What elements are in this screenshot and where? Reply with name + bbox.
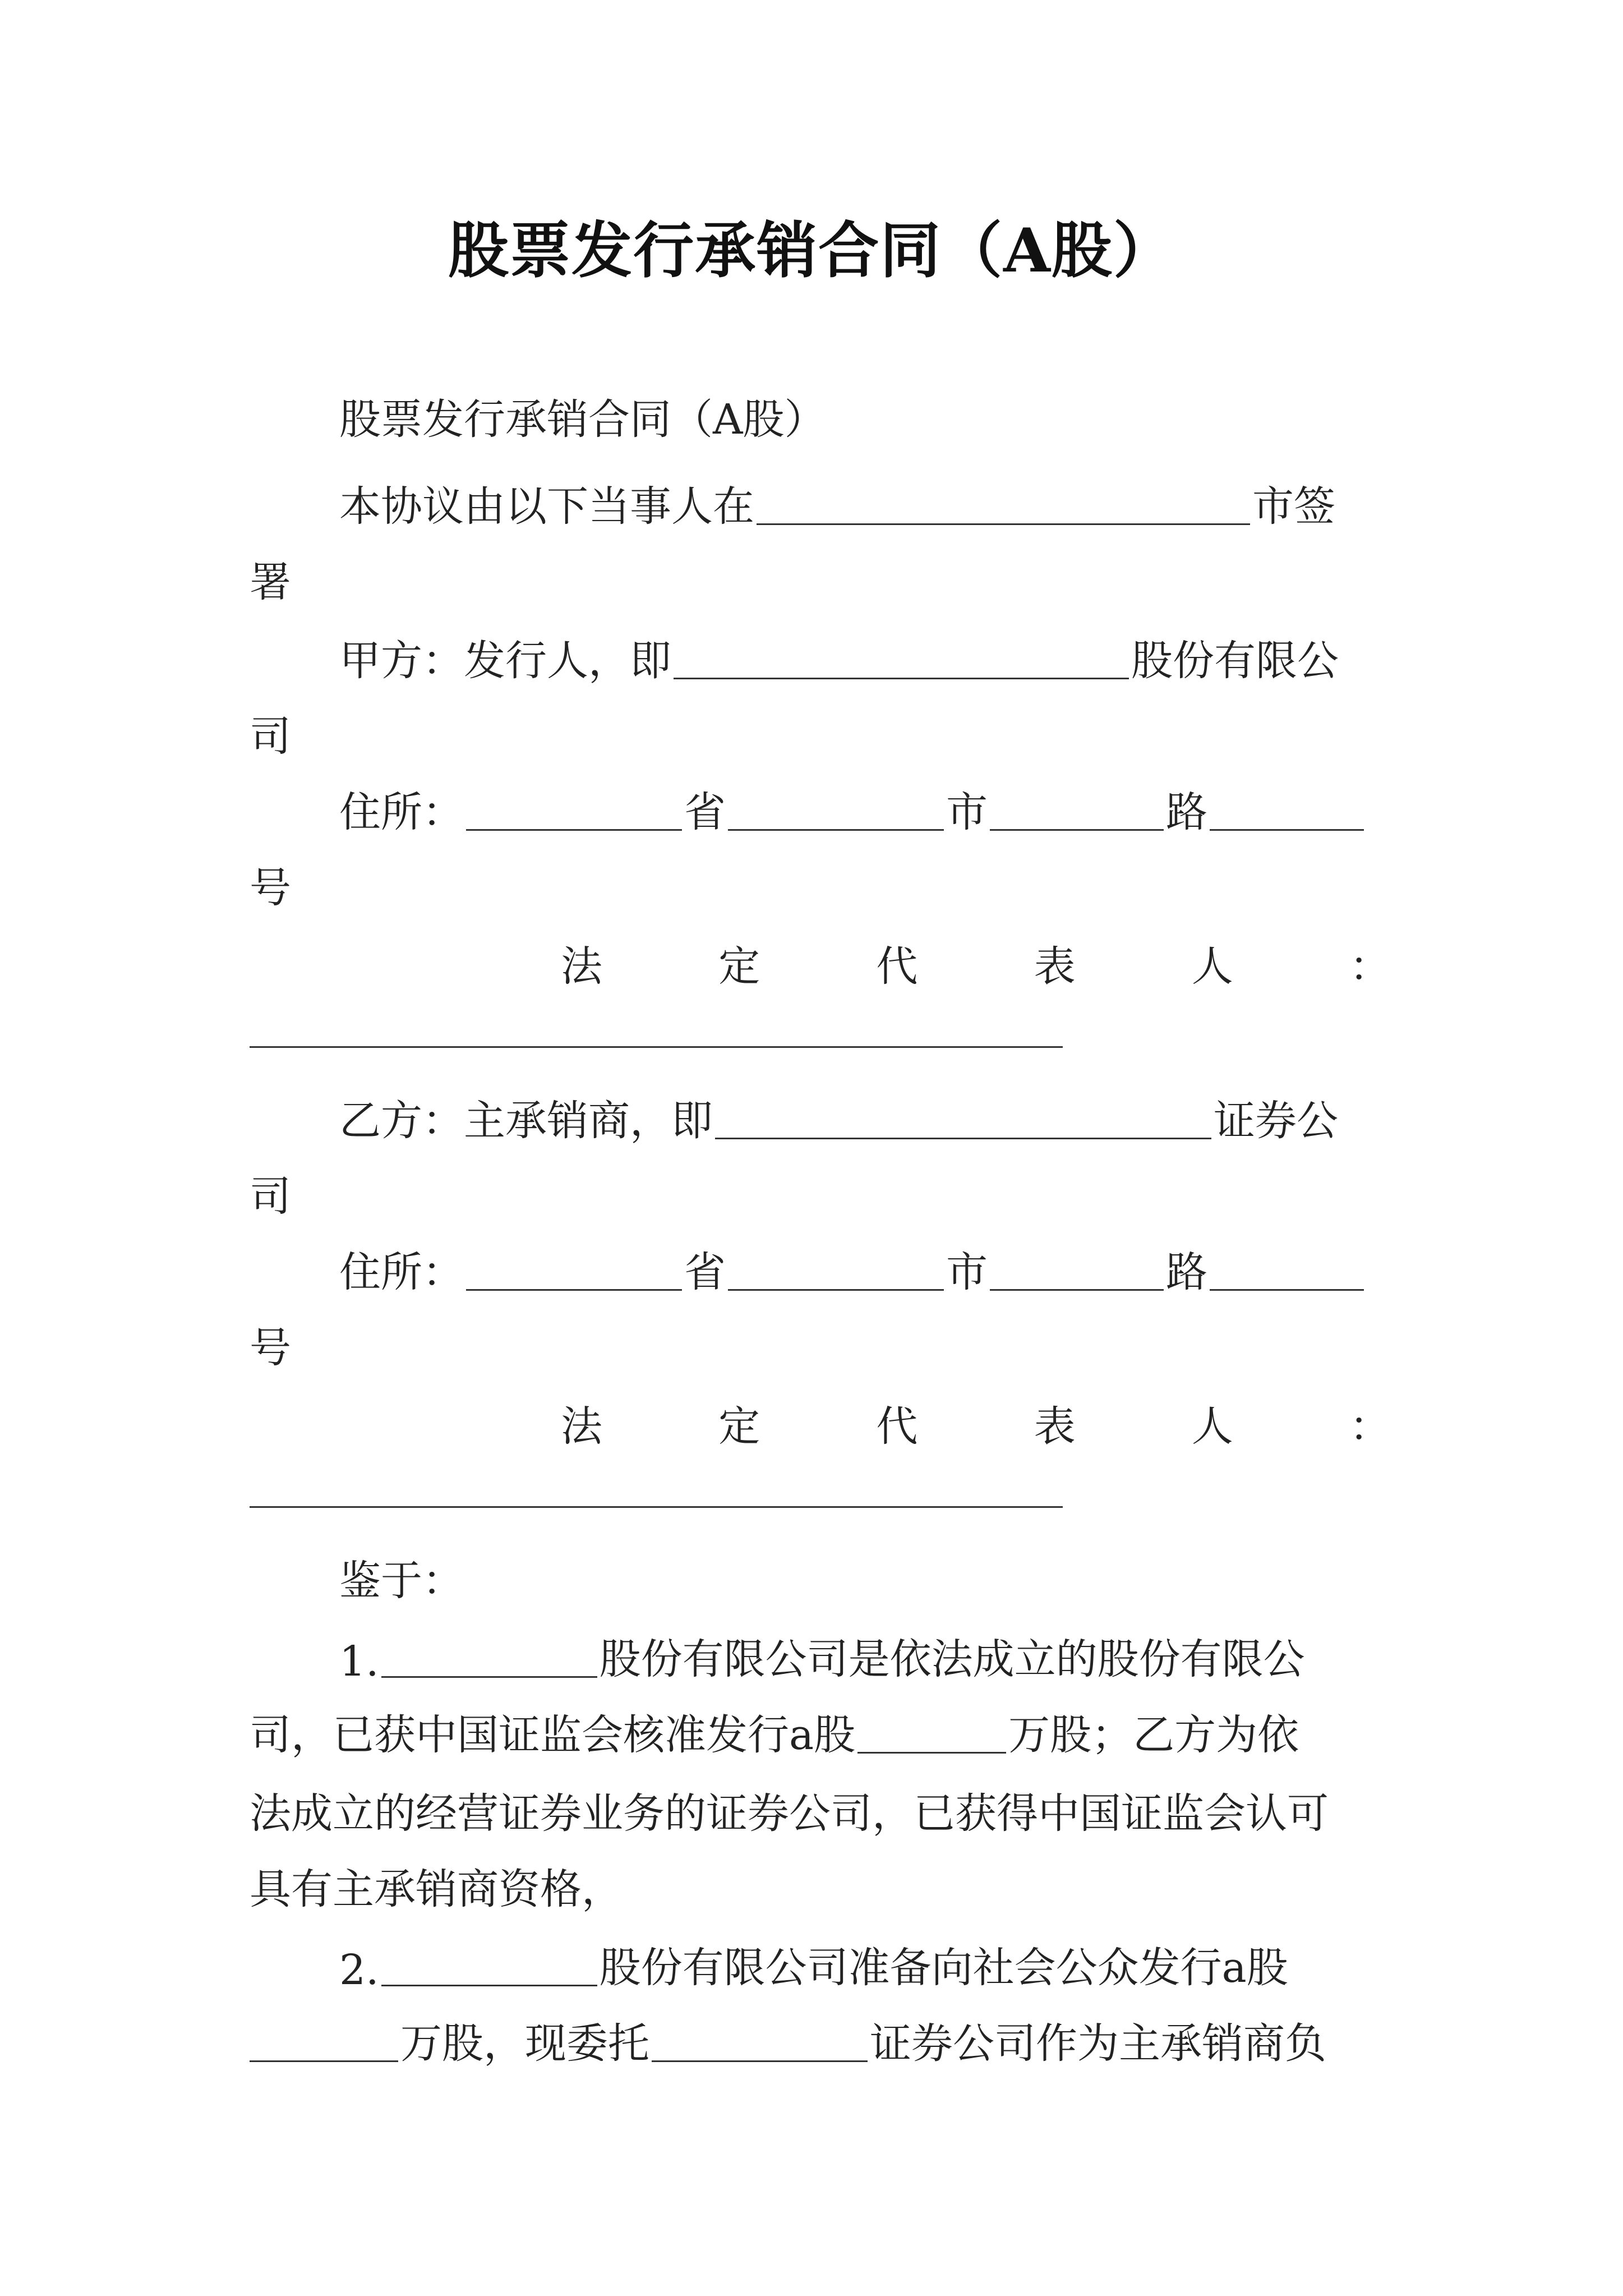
clause1-line2 xyxy=(250,1683,1391,1761)
blank-securities xyxy=(652,2027,868,2062)
address-label: 住所： xyxy=(339,1248,464,1296)
blank-city xyxy=(728,1255,944,1291)
province-label: 省 xyxy=(684,788,726,836)
blank-company xyxy=(381,1951,597,1986)
rep-char: 定 xyxy=(718,942,760,991)
rep-char: 法 xyxy=(561,942,602,991)
party-b-cont xyxy=(250,1144,1391,1223)
intro-cont xyxy=(250,530,1391,609)
party-a-rep xyxy=(250,914,1391,993)
clause-number: 1. xyxy=(339,1637,379,1686)
document-title: 股票发行承销合同（A股） xyxy=(448,215,1175,286)
blank-city xyxy=(757,490,1250,525)
party-b-rep xyxy=(250,1374,1391,1453)
blank-province xyxy=(466,795,682,831)
whereas-heading xyxy=(250,1529,1391,1607)
party-a-line xyxy=(250,609,1391,687)
blank-rep-b xyxy=(250,1506,1063,1508)
blank-shares xyxy=(250,2027,398,2062)
rep-char: 表 xyxy=(1034,942,1076,991)
road-label: 路 xyxy=(1166,788,1207,836)
party-b-address xyxy=(250,1220,1391,1299)
clause2-line1 xyxy=(250,1916,1391,1994)
party-b-cont-text: 司 xyxy=(250,1172,291,1221)
blank-road xyxy=(990,795,1164,831)
province-label: 省 xyxy=(684,1248,726,1296)
rep-char: 代 xyxy=(876,1402,918,1451)
clause1-line3 xyxy=(250,1761,1391,1840)
party-a-address xyxy=(250,760,1391,839)
clause1-line4 xyxy=(250,1837,1391,1916)
rep-char: 表 xyxy=(1034,1402,1076,1451)
intro-line xyxy=(250,454,1391,533)
address-label: 住所： xyxy=(339,788,464,836)
blank-rep-a xyxy=(250,1046,1063,1048)
subtitle xyxy=(250,367,1391,446)
number-label: 号 xyxy=(250,1324,291,1372)
rep-char: 法 xyxy=(561,1402,602,1451)
clause-text: 法成立的经营证券业务的证券公司，已获得中国证监会认可 xyxy=(250,1789,1329,1838)
party-a-number xyxy=(250,836,1391,914)
clause1-line1 xyxy=(250,1607,1391,1686)
clause-text: 股份有限公司是依法成立的股份有限公 xyxy=(599,1635,1305,1683)
blank-shares xyxy=(857,1718,1006,1754)
blank-number xyxy=(1210,795,1364,831)
blank-road xyxy=(990,1255,1164,1291)
blank-company xyxy=(381,1642,597,1678)
blank-number xyxy=(1210,1255,1364,1291)
party-b-line xyxy=(250,1069,1391,1147)
intro-text-end: 市签 xyxy=(1252,482,1335,531)
clause-text: 司，已获中国证监会核准发行a股 xyxy=(250,1711,856,1759)
clause2-line2 xyxy=(250,1991,1391,2070)
blank-city xyxy=(728,795,944,831)
road-label: 路 xyxy=(1166,1248,1207,1296)
party-a-end: 股份有限公 xyxy=(1131,637,1339,685)
party-a-label: 甲方：发行人，即 xyxy=(339,637,671,685)
party-b-label: 乙方：主承销商，即 xyxy=(339,1097,713,1145)
rep-char: 代 xyxy=(876,942,918,991)
rep-char: 定 xyxy=(718,1402,760,1451)
rep-char: 人 xyxy=(1191,1402,1233,1451)
subtitle-text: 股票发行承销合同（A股） xyxy=(339,395,826,444)
number-label: 号 xyxy=(250,864,291,912)
city-label: 市 xyxy=(946,1248,988,1296)
rep-char: 人 xyxy=(1191,942,1233,991)
clause-number: 2. xyxy=(339,1946,379,1994)
intro-text: 本协议由以下当事人在 xyxy=(339,482,754,531)
whereas-text: 鉴于： xyxy=(339,1557,464,1605)
blank-province xyxy=(466,1255,682,1291)
party-a-cont xyxy=(250,684,1391,763)
blank-company-a xyxy=(674,644,1129,679)
rep-char: ： xyxy=(1349,942,1391,991)
clause-text: 万股；乙方为依 xyxy=(1008,1711,1299,1759)
party-b-number xyxy=(250,1296,1391,1374)
intro-cont-text: 署 xyxy=(250,558,291,606)
blank-company-b xyxy=(715,1104,1211,1139)
clause-text: 股份有限公司准备向社会公众发行a股 xyxy=(599,1944,1288,1992)
city-label: 市 xyxy=(946,788,988,836)
party-a-cont-text: 司 xyxy=(250,712,291,761)
clause-text: 万股，现委托 xyxy=(400,2019,649,2068)
clause-text: 证券公司作为主承销商负 xyxy=(870,2019,1326,2068)
rep-char: ： xyxy=(1349,1402,1391,1451)
clause-text: 具有主承销商资格， xyxy=(250,1865,623,1913)
party-b-end: 证券公 xyxy=(1214,1097,1338,1145)
